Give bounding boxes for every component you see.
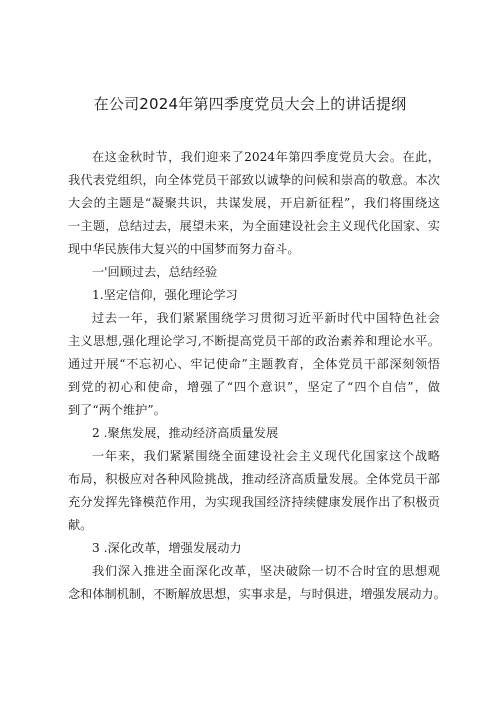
- section-heading: 一'回顾过去，总结经验: [92, 265, 218, 279]
- intro-line: 我代表党组织，向全体党员干部致以诚挚的问候和崇高的敬意。本次: [68, 173, 440, 187]
- subsection-heading: 2 .聚焦发展，推动经济高质量发展: [92, 426, 279, 440]
- paragraph-line: 主义思想,强化理论学习,不断提高党员干部的政治素养和理论水平。: [68, 334, 440, 348]
- paragraph-line: 献。: [68, 518, 93, 532]
- intro-line: 一主题，总结过去，展望未来，为全面建设社会主义现代化国家、实: [68, 219, 440, 233]
- paragraph-line: 通过开展“不忘初心、牢记使命”主题教育，全体党员干部深刻领悟: [68, 357, 440, 371]
- document-title: 在公司2024年第四季度党员大会上的讲话提纲: [93, 95, 407, 113]
- intro-line: 在这金秋时节，我们迎来了2024年第四季度党员大会。在此，: [92, 150, 440, 164]
- paragraph-line: 念和体制机制，不断解放思想，实事求是，与时俱进，增强发展动力。: [68, 587, 446, 601]
- paragraph-line: 我们深入推进全面深化改革，坚决破除一切不合时宜的思想观: [92, 564, 440, 578]
- document-body: [68, 146, 446, 606]
- intro-line: 大会的主题是“凝聚共识，共谋发展，开启新征程”，我们将围绕这: [68, 196, 440, 210]
- paragraph-line: 过去一年，我们紧紧围绕学习贯彻习近平新时代中国特色社会: [92, 311, 440, 325]
- paragraph-line: 到党的初心和使命，增强了“四个意识”，坚定了“四个自信”，做: [68, 380, 440, 394]
- paragraph-line: 布局，积极应对各种风险挑战，推动经济高质量发展。全体党员干部: [68, 472, 440, 486]
- intro-line: 现中华民族伟大复兴的中国梦而努力奋斗。: [68, 242, 300, 256]
- subsection-heading: 1.坚定信仰，强化理论学习: [92, 288, 238, 302]
- paragraph-line: 一年来，我们紧紧围绕全面建设社会主义现代化国家这个战略: [92, 449, 440, 463]
- subsection-heading: 3 .深化改革，增强发展动力: [92, 541, 242, 555]
- paragraph-line: 充分发挥先锋模范作用，为实现我国经济持续健康发展作出了积极贡: [68, 495, 440, 509]
- paragraph-line: 到了“两个维护”。: [68, 403, 166, 417]
